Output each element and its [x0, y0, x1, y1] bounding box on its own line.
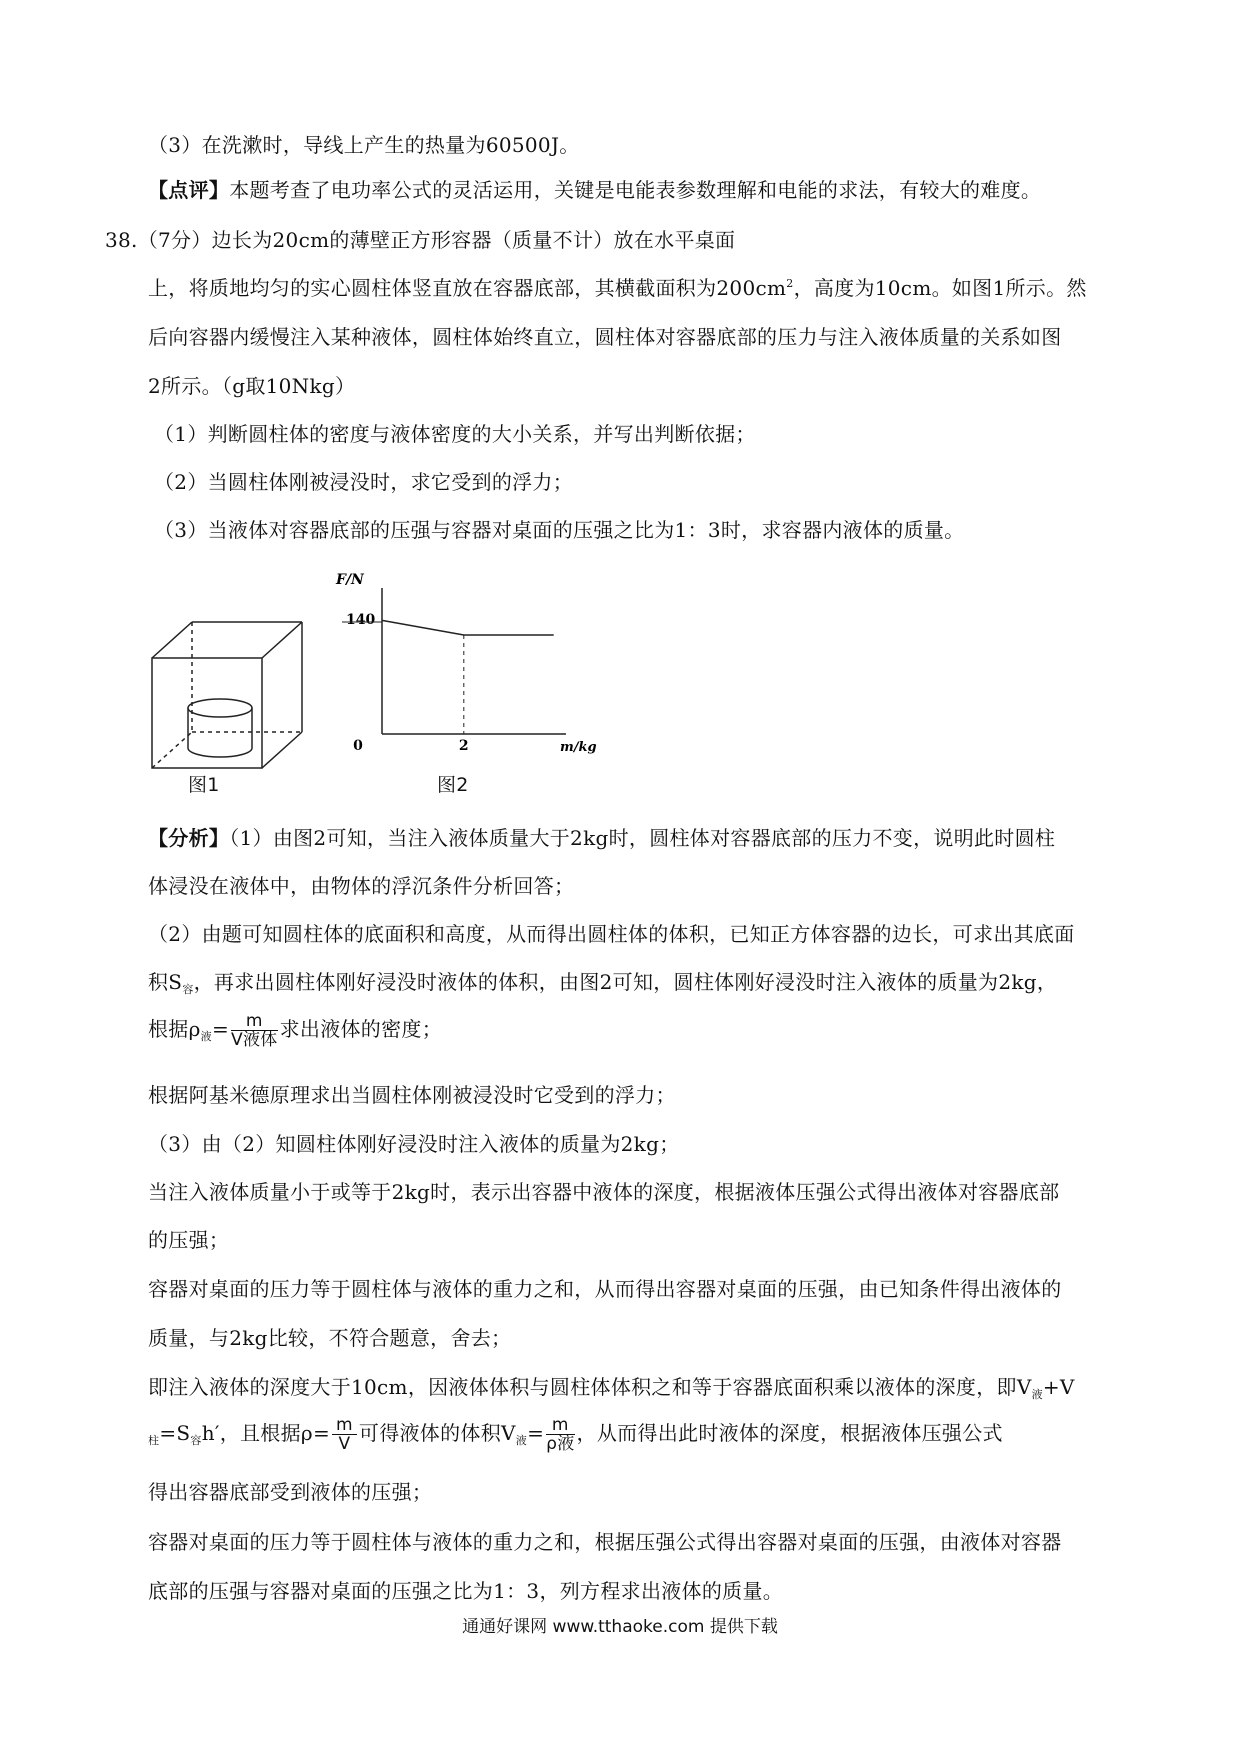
cube-edge	[262, 622, 302, 658]
analysis-line-2: 体浸没在液体中，由物体的浮沉条件分析回答；	[148, 874, 575, 898]
series-line	[382, 620, 554, 635]
analysis-line-14: 得出容器底部受到液体的压强；	[148, 1480, 433, 1504]
analysis-line-8: 当注入液体质量小于或等于2kg时，表示出容器中液体的深度，根据液体压强公式得出液体对容器底部	[148, 1180, 1060, 1204]
cube-hidden-edge	[152, 732, 192, 768]
figure-1-caption: 图1	[188, 774, 220, 796]
y-axis-label: F/N	[336, 572, 364, 588]
question-body-line-3: 2所示。（g取10Nkg）	[148, 374, 356, 398]
footer-source: 通通好课网 www.tthaoke.com 提供下载	[462, 1617, 778, 1637]
analysis-line-10: 容器对桌面的压力等于圆柱体与液体的重力之和，从而得出容器对桌面的压强，由已知条件得出液体的	[148, 1277, 1062, 1301]
figure-1-cube-container	[148, 618, 308, 808]
figure-2-caption: 图2	[437, 774, 469, 796]
x-tick-label-2: 2	[458, 738, 469, 754]
cylinder-bottom	[188, 748, 252, 757]
analysis-line-15: 容器对桌面的压力等于圆柱体与液体的重力之和，根据压强公式得出容器对桌面的压强，由液体对容器	[148, 1530, 1062, 1554]
sub-question-2: （2）当圆柱体刚被浸没时，求它受到的浮力；	[154, 470, 574, 494]
sub-question-1: （1）判断圆柱体的密度与液体密度的大小关系，并写出判断依据；	[154, 422, 756, 446]
y-tick-label-140: 140	[346, 612, 376, 628]
analysis-line-6: 根据阿基米德原理求出当圆柱体刚被浸没时它受到的浮力；	[148, 1083, 676, 1107]
analysis-line-11: 质量，与2kg比较，不符合题意，舍去；	[148, 1326, 512, 1350]
density-formula-fraction: $\frac{m}{V}$	[332, 1416, 357, 1453]
analysis-line-3: （2）由题可知圆柱体的底面积和高度，从而得出圆柱体的体积，已知正方体容器的边长，可求出其底面	[148, 922, 1075, 946]
review-tag: 【点评】	[148, 178, 230, 202]
analysis-line-7: （3）由（2）知圆柱体刚好浸没时注入液体的质量为2kg；	[148, 1132, 680, 1156]
answer-line-3: （3）在洗漱时，导线上产生的热量为60500J。	[148, 133, 580, 157]
analysis-line-1: 【分析】（1）由图2可知，当注入液体质量大于2kg时，圆柱体对容器底部的压力不变，说明此时圆柱	[148, 826, 1056, 850]
analysis-line-13: $_柱=S_容h'$，且根据ρ= $\frac{m}{V}$ 可得液体的体积$V_液=$ $\frac{m}{\text{ρ液}}$ ，从而得出此时液体的深度，根据液体压强公式	[148, 1415, 1003, 1454]
figure-2-chart	[330, 568, 597, 768]
cube-edge	[152, 622, 192, 658]
volume-fraction: $\frac{m}{\text{ρ液}}$	[546, 1415, 575, 1454]
question-body-line-1: 上，将质地均匀的实心圆柱体竖直放在容器底部，其横截面积为$200cm^2$，高度为10cm。如图1所示。然	[148, 276, 1087, 300]
question-body-line-2: 后向容器内缓慢注入某种液体，圆柱体始终直立，圆柱体对容器底部的压力与注入液体质量的关系如图	[148, 325, 1062, 349]
analysis-line-16: 底部的压强与容器对桌面的压强之比为1：3，列方程求出液体的质量。	[148, 1579, 784, 1603]
cylinder-top	[188, 699, 252, 717]
cube-edge	[262, 732, 302, 768]
density-fraction: $\frac{m}{\text{V液体}}$	[231, 1011, 278, 1050]
analysis-line-12: 即注入液体的深度大于10cm，因液体体积与圆柱体体积之和等于容器底面积乘以液体的深度，即$V_液+V$	[148, 1375, 1075, 1401]
sub-question-3: （3）当液体对容器底部的压强与容器对桌面的压强之比为1：3时，求容器内液体的质量。	[154, 518, 965, 542]
analysis-line-9: 的压强；	[148, 1228, 230, 1252]
review-paragraph: 【点评】本题考查了电功率公式的灵活运用，关键是电能表参数理解和电能的求法，有较大的难度。	[148, 178, 1042, 202]
analysis-line-5: 根据$\rho_液=$ $\frac{m}{\text{V液体}}$ 求出液体的密度；	[148, 1011, 442, 1050]
analysis-tag: 【分析】	[148, 826, 230, 850]
analysis-line-4: 积$S_容$，再求出圆柱体刚好浸没时液体的体积，由图2可知，圆柱体刚好浸没时注入液体的质量为2kg，	[148, 970, 1058, 996]
x-axis-label: m/kg	[560, 740, 597, 755]
origin-label: 0	[353, 738, 363, 754]
question-38-heading: 38.（7分）边长为20cm的薄壁正方形容器（质量不计）放在水平桌面	[105, 228, 736, 252]
